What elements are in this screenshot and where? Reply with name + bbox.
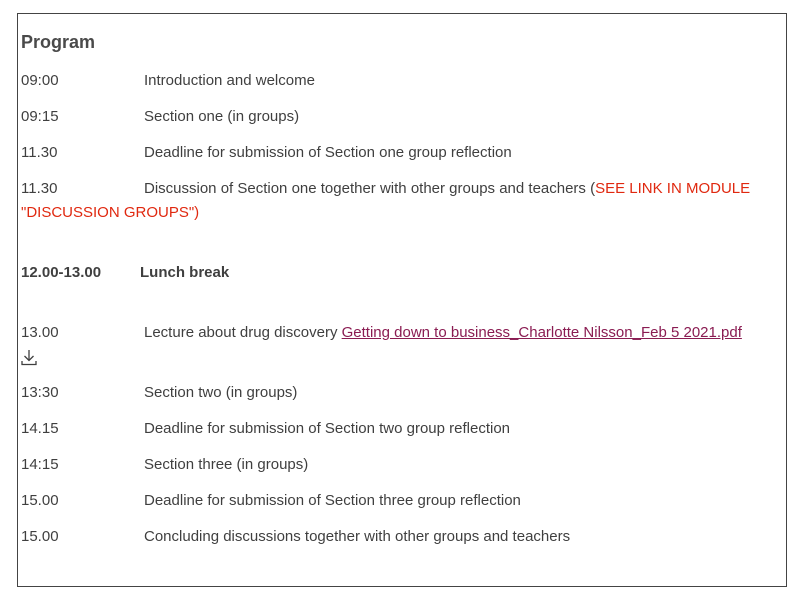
row-desc: Concluding discussions together with other groups and teachers — [144, 528, 571, 545]
row-desc-text: Discussion of Section one together with other groups and teachers ( — [144, 180, 596, 197]
row-desc: Deadline for submission of Section two group reflection — [144, 420, 511, 437]
row-time: 14.15 — [21, 420, 59, 437]
row-desc: Lunch break — [140, 264, 230, 281]
row-desc — [144, 177, 750, 201]
row-desc: Section two (in groups) — [144, 384, 298, 401]
row-desc: Deadline for submission of Section one group reflection — [144, 144, 512, 161]
row-time: 15.00 — [21, 528, 59, 545]
module-link-note-continued: "DISCUSSION GROUPS") — [21, 204, 200, 221]
row-desc: Section one (in groups) — [144, 108, 300, 125]
row-time: 13:30 — [21, 384, 59, 401]
row-time: 13.00 — [21, 324, 59, 341]
row-time: 15.00 — [21, 492, 59, 509]
program-heading: Program — [21, 32, 96, 52]
download-icon[interactable] — [21, 349, 37, 367]
row-time: 12.00-13.00 — [21, 264, 102, 281]
row-time: 09:00 — [21, 72, 59, 89]
row-desc: Section three (in groups) — [144, 456, 309, 473]
lecture-file-link[interactable]: Getting down to business_Charlotte Nilsson_Feb 5 2021.pdf — [341, 324, 742, 341]
row-time: 11.30 — [21, 180, 58, 197]
row-time: 11.30 — [21, 144, 58, 161]
row-time: 14:15 — [21, 456, 59, 473]
row-desc: Introduction and welcome — [144, 72, 315, 89]
row-time: 09:15 — [21, 108, 59, 125]
row-desc: Deadline for submission of Section three group reflection — [144, 492, 521, 509]
row-desc-text: Lecture about drug discovery — [144, 324, 342, 341]
module-link-note: SEE LINK IN MODULE — [595, 180, 751, 197]
row-desc — [144, 321, 742, 345]
